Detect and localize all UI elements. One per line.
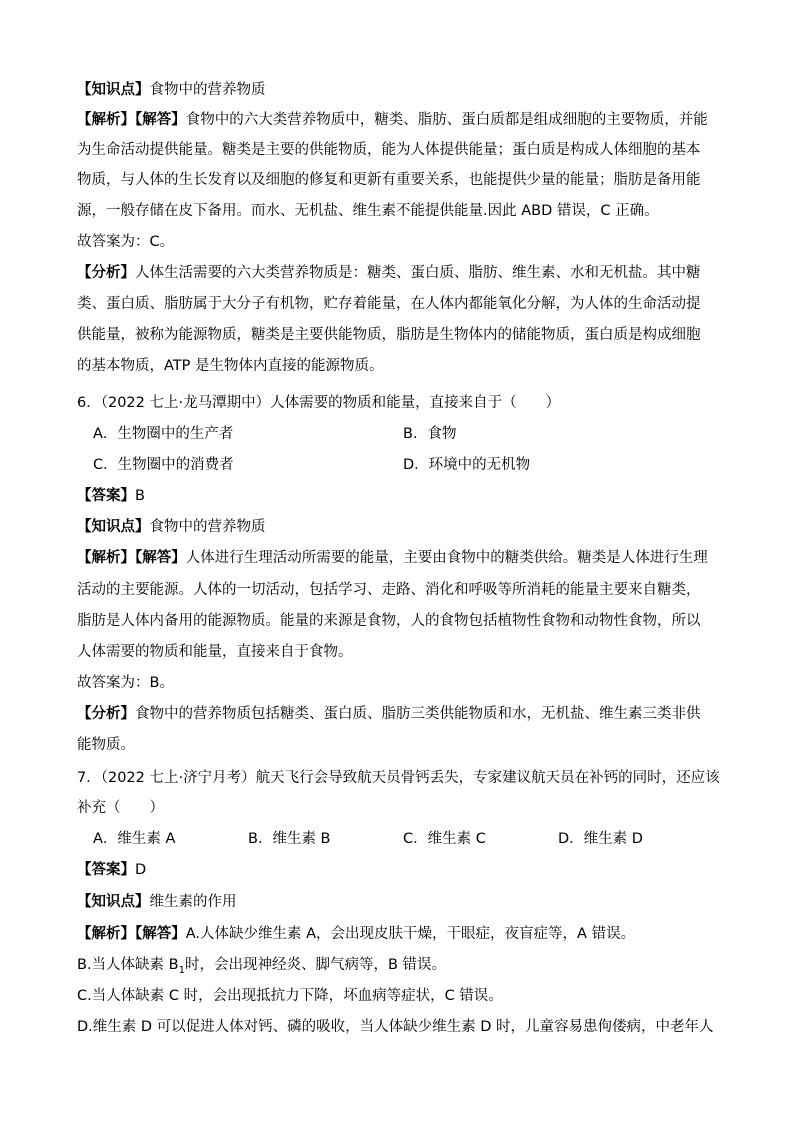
- q6-analysis-line: 人体需要的物质和能量，直接来自于食物。: [77, 644, 353, 660]
- answer-value: B: [135, 488, 145, 504]
- q5-fenxi-line: 类、蛋白质、脂肪属于大分子有机物，贮存着能量，在人体内都能氧化分解，为人体的生命活动提: [77, 296, 701, 312]
- q7-option-b: B．维生素 B: [248, 831, 331, 847]
- q5-analysis-line: 为生命活动提供能量。糖类是主要的供能物质，能为人体提供能量；蛋白质是构成人体细胞的基本: [77, 142, 701, 158]
- q7-option-c: C．维生素 C: [403, 831, 486, 847]
- knowledge-text: 食物中的营养物质: [149, 82, 266, 98]
- fenxi-label: 【分析】: [77, 265, 135, 281]
- q5-analysis-line: 【解析】【解答】食物中的六大类营养物质中，糖类、脂肪、蛋白质都是组成细胞的主要物质，并能: [77, 112, 708, 128]
- q6-analysis-line: 【解析】【解答】人体进行生理活动所需要的能量，主要由食物中的糖类供给。糖类是人体进行生理: [77, 550, 708, 566]
- q7-stem-line: 7．（2022 七上·济宁月考）航天飞行会导致航天员骨钙丢失，专家建议航天员在补钙的同时，还应该: [77, 770, 720, 786]
- q7-option-a: A．维生素 A: [93, 831, 176, 847]
- analysis-label: 【解析】【解答】: [77, 926, 186, 942]
- q5-analysis-line: 物质，与人体的生长发育以及细胞的修复和更新有重要关系，也能提供少量的能量；脂肪是备用能: [77, 172, 701, 188]
- q6-option-d: D．环境中的无机物: [403, 457, 531, 473]
- knowledge-label: 【知识点】: [77, 82, 150, 98]
- q6-answer: [77, 486, 717, 506]
- q5-fenxi-line: 供能量，被称为能源物质，糖类是主要供能物质，脂肪是生物体内的储能物质，蛋白质是构成细胞: [77, 327, 701, 343]
- answer-label: 【答案】: [77, 488, 135, 504]
- subscript: 1: [178, 964, 185, 976]
- q7-analysis-line: C.当人体缺素 C 时，会出现抵抗力下降，坏血病等症状，C 错误。: [77, 988, 503, 1004]
- analysis-label: 【解析】【解答】: [77, 550, 186, 566]
- q5-analysis-line: 源，一般存储在皮下备用。而水、无机盐、维生素不能提供能量.因此 ABD 错误，C 正确。: [77, 203, 659, 219]
- q7-answer: [77, 860, 717, 880]
- q6-option-c: C．生物圈中的消费者: [93, 457, 234, 473]
- q5-knowledge: [77, 80, 717, 100]
- knowledge-label: 【知识点】: [77, 519, 150, 535]
- q7-analysis-line: B.当人体缺素 $B_1$时，会出现神经炎、脚气病等，B 错误。: [77, 957, 447, 976]
- q7-option-d: D．维生素 D: [558, 831, 643, 847]
- q6-analysis-line: 脂肪是人体内备用的能源物质。能量的来源是食物，人的食物包括植物性食物和动物性食物，所以: [77, 613, 701, 629]
- q6-stem: 6．（2022 七上·龙马潭期中）人体需要的物质和能量，直接来自于（ ）: [77, 395, 561, 411]
- q5-answer-line: 故答案为：C。: [77, 234, 175, 250]
- q6-option-a: A．生物圈中的生产者: [93, 426, 234, 442]
- q5-fenxi-line: 的基本物质，ATP 是生物体内直接的能源物质。: [77, 358, 384, 374]
- q6-analysis-line: 活动的主要能源。人体的一切活动，包括学习、走路、消化和呼吸等所消耗的能量主要来自糖类，: [77, 582, 701, 598]
- answer-value: D: [135, 862, 147, 878]
- q7-knowledge: [77, 892, 717, 912]
- fenxi-label: 【分析】: [77, 706, 135, 722]
- q7-stem-line: 补充（ ）: [77, 800, 164, 816]
- q5-fenxi-line: 【分析】人体生活需要的六大类营养物质是：糖类、蛋白质、脂肪、维生素、水和无机盐。其中糖: [77, 265, 701, 281]
- analysis-label: 【解析】【解答】: [77, 112, 186, 128]
- q6-option-b: B．食物: [403, 426, 457, 442]
- knowledge-text: 维生素的作用: [149, 894, 237, 910]
- answer-label: 【答案】: [77, 862, 135, 878]
- q7-analysis-line: 【解析】【解答】A.人体缺少维生素 A，会出现皮肤干燥，干眼症，夜盲症等，A 错误。: [77, 926, 636, 942]
- q6-answer-line: 故答案为：B。: [77, 675, 174, 691]
- knowledge-text: 食物中的营养物质: [149, 519, 266, 535]
- q6-knowledge: [77, 517, 717, 537]
- q7-analysis-line: D.维生素 D 可以促进人体对钙、磷的吸收，当人体缺少维生素 D 时，儿童容易患佝偻病，中老年人: [77, 1019, 714, 1035]
- knowledge-label: 【知识点】: [77, 894, 150, 910]
- q6-fenxi-line: 【分析】食物中的营养物质包括糖类、蛋白质、脂肪三类供能物质和水，无机盐、维生素三类非供: [77, 706, 701, 722]
- q6-fenxi-line: 能物质。: [77, 737, 135, 753]
